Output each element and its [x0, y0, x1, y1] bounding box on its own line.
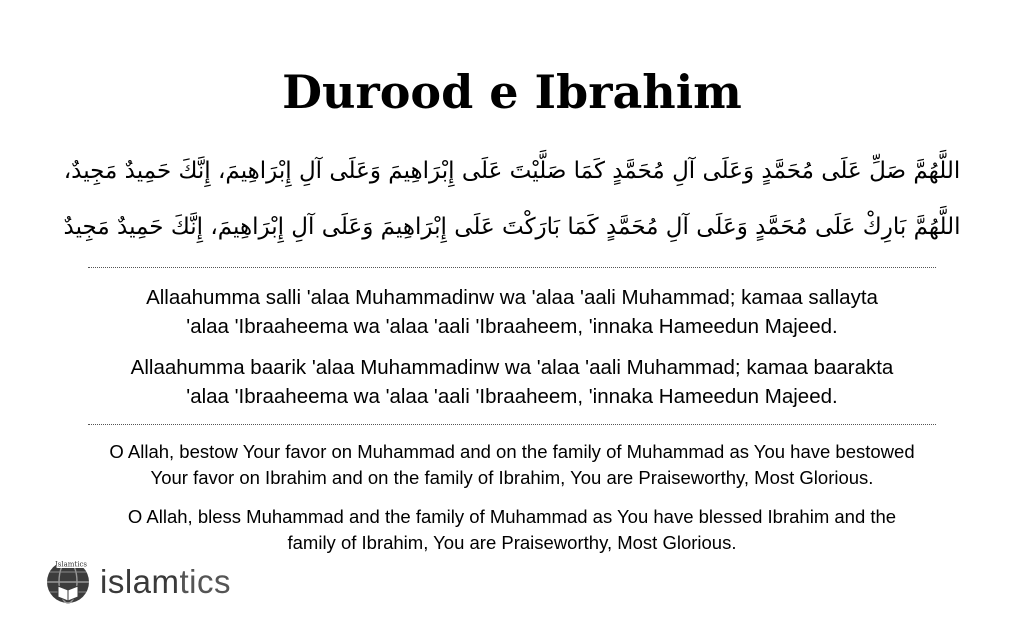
- logo-text-part-2: tics: [179, 563, 232, 600]
- divider: [88, 267, 936, 268]
- globe-book-icon: [44, 556, 96, 608]
- transliteration-line: 'alaa 'Ibraaheema wa 'alaa 'aali 'Ibraaheem, 'innaka Hameedun Majeed.: [186, 315, 838, 338]
- arabic-line-2: اللَّهُمَّ بَارِكْ عَلَى مُحَمَّدٍ وَعَلَى آلِ مُحَمَّدٍ كَمَا بَارَكْتَ عَلَى إِبْرَاهِيمَ وَعَلَى آلِ إِبْرَاهِيمَ، إِنَّكَ حَمِيدٌ مَجِيدٌ: [63, 214, 961, 240]
- logo-text-part-1: islam: [100, 563, 180, 600]
- transliteration-paragraph-1: [0, 283, 1024, 341]
- transliteration-line: 'alaa 'Ibraaheema wa 'alaa 'aali 'Ibraaheem, 'innaka Hameedun Majeed.: [186, 385, 838, 408]
- divider: [88, 424, 936, 425]
- translation-paragraph-2: [0, 504, 1024, 556]
- islamtics-logo[interactable]: [44, 554, 231, 610]
- translation-line: family of Ibrahim, You are Praiseworthy, Most Glorious.: [287, 532, 737, 553]
- transliteration-line: Allaahumma baarik 'alaa Muhammadinw wa 'alaa 'aali Muhammad; kamaa baarakta: [130, 356, 894, 379]
- transliteration-line: Allaahumma salli 'alaa Muhammadinw wa 'alaa 'aali Muhammad; kamaa sallayta: [146, 286, 878, 309]
- page-title: Durood e Ibrahim: [282, 65, 742, 119]
- arabic-line-1: اللَّهُمَّ صَلِّ عَلَى مُحَمَّدٍ وَعَلَى آلِ مُحَمَّدٍ كَمَا صَلَّيْتَ عَلَى إِبْرَاهِيمَ وَعَلَى آلِ إِبْرَاهِيمَ، إِنَّكَ حَمِيدٌ مَجِيدٌ،: [63, 158, 961, 184]
- translation-paragraph-1: [0, 439, 1024, 491]
- translation-line: Your favor on Ibrahim and on the family of Ibrahim, You are Praiseworthy, Most Glorious.: [150, 467, 874, 488]
- transliteration-paragraph-2: [0, 353, 1024, 411]
- logo-emblem-text: Islamtics: [55, 560, 87, 569]
- translation-line: O Allah, bless Muhammad and the family of Muhammad as You have blessed Ibrahim and the: [127, 506, 897, 527]
- translation-line: O Allah, bestow Your favor on Muhammad and on the family of Muhammad as You have bestowed: [109, 441, 915, 462]
- logo-wordmark: [100, 562, 231, 602]
